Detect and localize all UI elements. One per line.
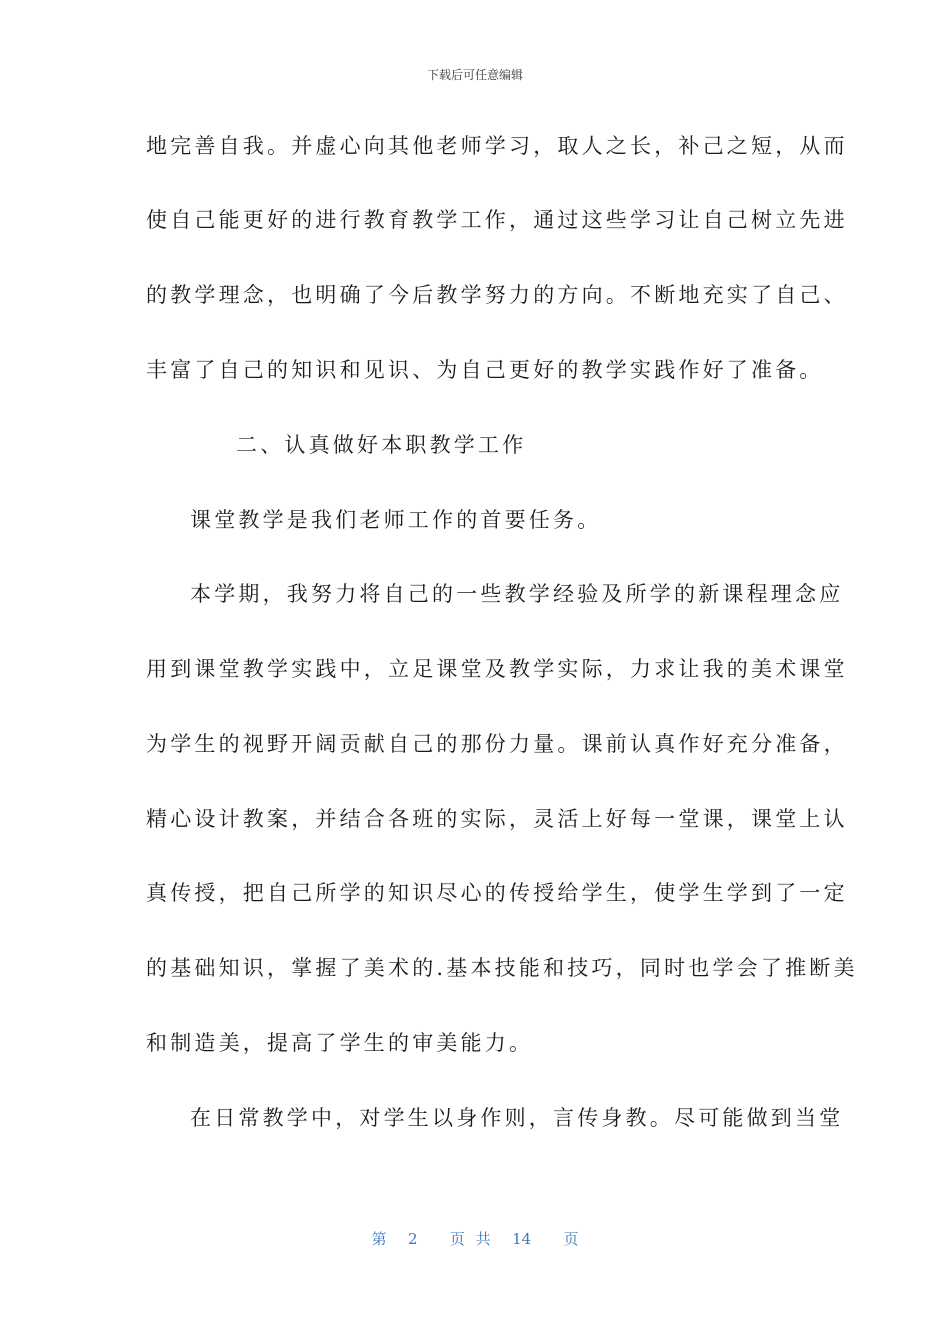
body-line: 的教学理念，也明确了今后教学努力的方向。不断地充实了自己、 [146, 283, 848, 307]
body-line: 用到课堂教学实践中，立足课堂及教学实际，力求让我的美术课堂 [146, 657, 848, 681]
body-line: 的基础知识，掌握了美术的.基本技能和技巧，同时也学会了推断美 [146, 956, 858, 980]
body-line: 和制造美，提高了学生的审美能力。 [146, 1031, 534, 1055]
page-number-footer: 第 2 页 共 14 页 [371, 1230, 579, 1248]
body-line: 丰富了自己的知识和见识、为自己更好的教学实践作好了准备。 [146, 358, 824, 382]
body-line: 为学生的视野开阔贡献自己的那份力量。课前认真作好充分准备， [146, 732, 848, 756]
body-line: 真传授，把自己所学的知识尽心的传授给学生，使学生学到了一定 [146, 881, 848, 905]
paragraph-start-line: 课堂教学是我们老师工作的首要任务。 [190, 508, 602, 532]
body-line: 地完善自我。并虚心向其他老师学习，取人之长，补己之短，从而 [146, 134, 848, 158]
paragraph-start-line: 在日常教学中，对学生以身作则，言传身教。尽可能做到当堂 [190, 1106, 844, 1130]
body-line: 使自己能更好的进行教育教学工作，通过这些学习让自己树立先进 [146, 208, 848, 232]
paragraph-start-line: 本学期，我努力将自己的一些教学经验及所学的新课程理念应 [190, 582, 844, 606]
section-heading: 二、认真做好本职教学工作 [236, 433, 527, 457]
page-header-note: 下载后可任意编辑 [426, 68, 523, 82]
body-line: 精心设计教案，并结合各班的实际，灵活上好每一堂课，课堂上认 [146, 807, 848, 831]
